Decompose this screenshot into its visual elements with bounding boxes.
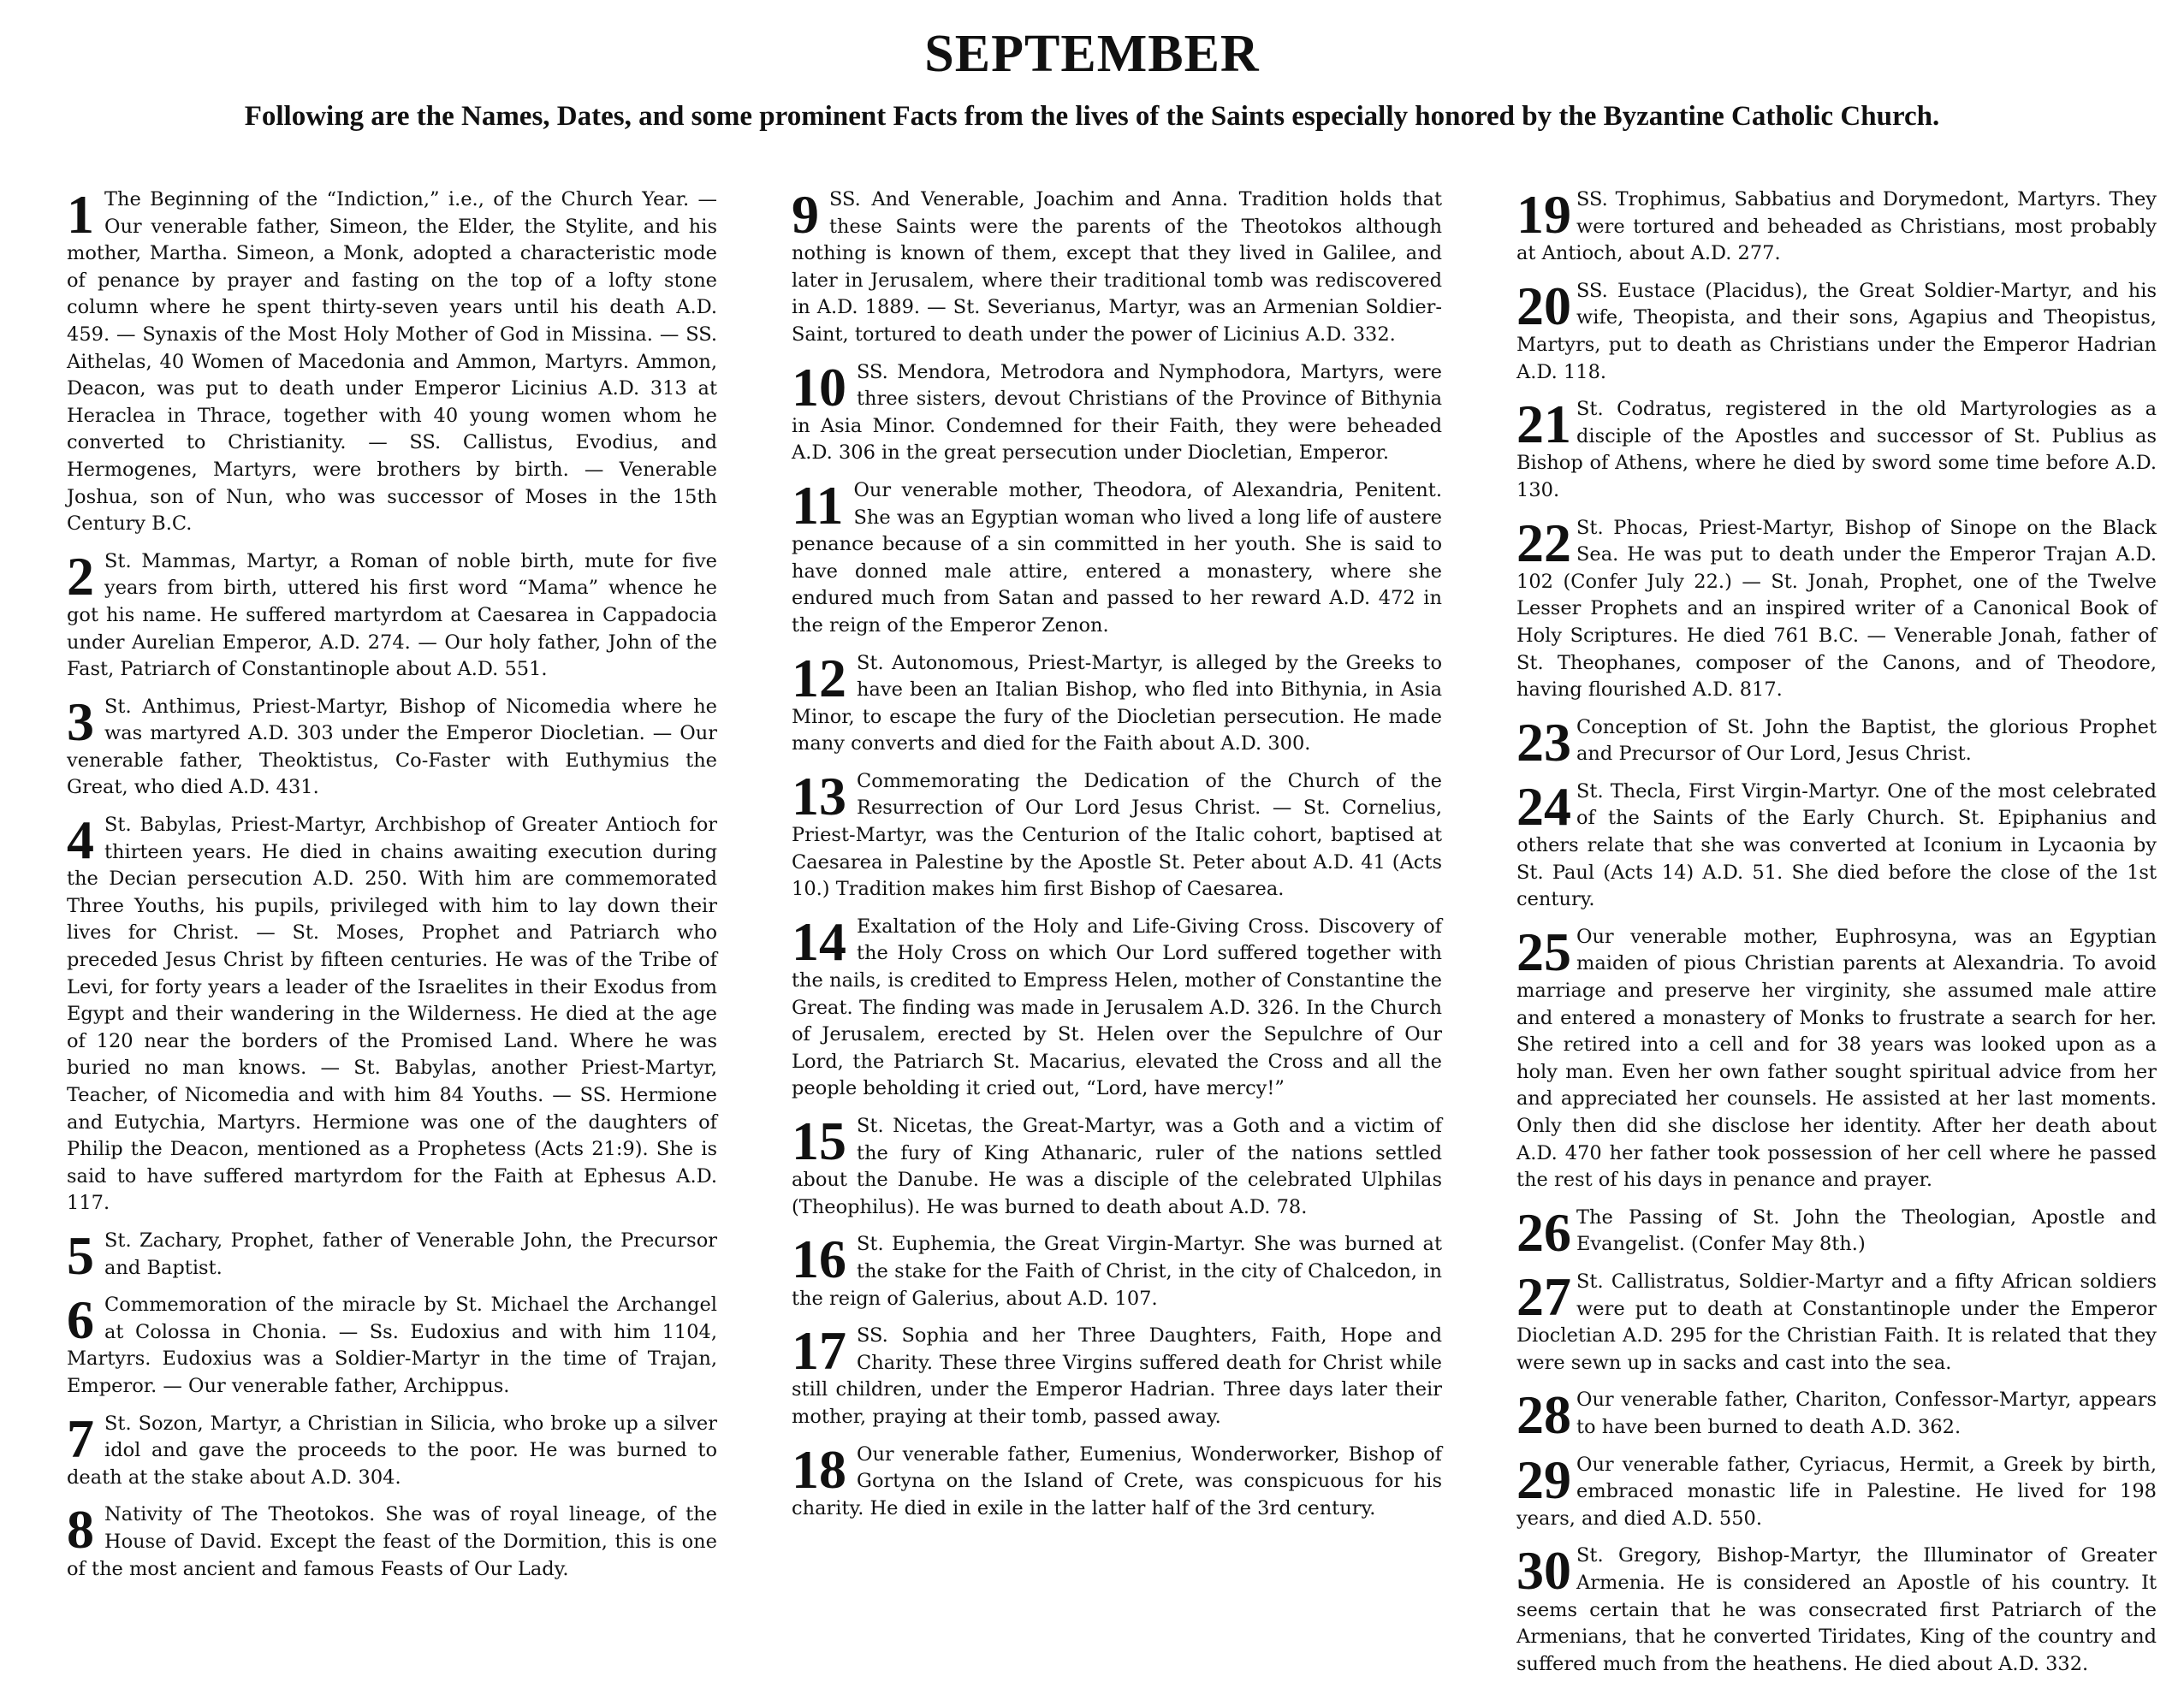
entry-text: Exaltation of the Holy and Life-Giving Cross. Discovery of the Holy Cross on which Our Lord suffered together with the nails, is credited to Empress Helen, mother of Constantine the Great. The finding was made in Jerusalem A.D. 326. In the Church of Jerusalem, erected by St. Helen over the Sepulchre of Our Lord, the Patriarch St. Macarius, elevated the Cross and all the people beholding it cried out, “Lord, have mercy!” bbox=[792, 915, 1442, 1100]
entry-day-28 bbox=[1516, 1384, 2157, 1446]
entry-text: St. Gregory, Bishop-Martyr, the Illuminator of Greater Armenia. He is considered an Apostle of his country. It seems certain that he was consecrated first Patriarch of the Armenians, that he converted Tiridates, King of the country and suffered much from the heathens. He died about A.D. 332. bbox=[1516, 1544, 2157, 1675]
entry-text: St. Callistratus, Soldier-Martyr and a fifty African soldiers were put to death at Constantinople under the Emperor Diocletian A.D. 295 for the Christian Faith. It is related that they were sewn up in sacks and cast into the sea. bbox=[1516, 1270, 2157, 1374]
entry-day-13 bbox=[792, 765, 1442, 903]
entry-day-23 bbox=[1516, 711, 2157, 773]
entry-text: St. Babylas, Priest-Martyr, Archbishop of Greater Antioch for thirteen years. He died in chains awaiting execution during the Decian persecution A.D. 250. With him are commemorated Three Youths, his pupils, privileged with him to lay down their lives for Christ. — St. Moses, Prophet and Patriarch who preceded Jesus Christ by fifteen centuries. He was of the Tribe of Levi, for forty years a leader of the Israelites in their Exodus from Egypt and their wandering in the Wilderness. He died at the age of 120 near the borders of the Promised Land. Where he was buried no man knows. — St. Babylas, another Priest-Martyr, Teacher, of Nicomedia and with him 84 Youths. — SS. Hermione and Eutychia, Martyrs. Hermione was one of the daughters of Philip the Deacon, mentioned as a Prophetess (Acts 21:9). She is said to have suffered martyrdom for the Faith at Ephesus A.D. 117. bbox=[67, 814, 717, 1215]
day-number: 25 bbox=[1516, 921, 1571, 982]
day-number: 21 bbox=[1516, 394, 1571, 455]
entry-text: Our venerable mother, Euphrosyna, was an Egyptian maiden of pious Christian parents at Alexandria. To avoid marriage and preserve her virginity, she assumed male attire and entered a monastery of Monks to frustrate a search for her. She retired into a cell and for 38 years was looked upon as a holy man. Even her own father sought spiritual advice from her and appreciated her counsels. He assisted at her last moments. Only then did she disclose her identity. After her death about A.D. 470 her father took possession of her cell where he passed the rest of his days in penance and prayer. bbox=[1516, 925, 2157, 1192]
day-number: 13 bbox=[792, 765, 846, 826]
page-title: SEPTEMBER bbox=[924, 25, 1260, 83]
day-number: 12 bbox=[792, 647, 846, 708]
entry-day-27 bbox=[1516, 1265, 2157, 1377]
entry-day-11 bbox=[792, 474, 1442, 640]
entry-day-14 bbox=[792, 910, 1442, 1103]
entry-text: Commemoration of the miracle by St. Michael the Archangel at Colossa in Chonia. — Ss. Eudoxius and with him 1104, Martyrs. Eudoxius was a Soldier-Martyr in the time of Trajan, Emperor. — Our venerable father, Archippus. bbox=[67, 1294, 717, 1397]
entry-text: SS. Sophia and her Three Daughters, Faith, Hope and Charity. These three Virgins suffered death for Christ while still children, under the Emperor Hadrian. Three days later their mother, praying at their tomb, passed away. bbox=[792, 1324, 1442, 1428]
column-2 bbox=[792, 184, 1442, 1532]
entry-text: St. Anthimus, Priest-Martyr, Bishop of Nicomedia where he was martyred A.D. 303 under the Emperor Diocletian. — Our venerable father, Theoktistus, Co-Faster with Euthymius the Great, who died A.D. 431. bbox=[67, 695, 717, 799]
entry-text: St. Sozon, Martyr, a Christian in Silicia, who broke up a silver idol and gave the proceeds to the poor. He was burned to death at the stake about A.D. 304. bbox=[67, 1412, 717, 1489]
entry-text: SS. Mendora, Metrodora and Nymphodora, Martyrs, were three sisters, devout Christians of the Province of Bithynia in Asia Minor. Condemned for their Faith, they were beheaded A.D. 306 in the great persecution under Diocletian, Emperor. bbox=[792, 360, 1442, 465]
day-number: 16 bbox=[792, 1229, 846, 1290]
entry-text: Nativity of The Theotokos. She was of royal lineage, of the House of David. Except the feast of the Dormition, this is one of the most ancient and famous Feasts of Our Lady. bbox=[67, 1503, 717, 1580]
day-number: 20 bbox=[1516, 275, 1571, 336]
day-number: 23 bbox=[1516, 711, 1571, 773]
day-number: 1 bbox=[67, 184, 94, 245]
page-subtitle: Following are the Names, Dates, and some prominent Facts from the lives of the Saints especially honored by the Byzantine Catholic Church. bbox=[244, 101, 1940, 132]
entry-day-24 bbox=[1516, 775, 2157, 914]
entry-day-6 bbox=[67, 1289, 717, 1400]
day-number: 19 bbox=[1516, 184, 1571, 245]
entry-day-1 bbox=[67, 184, 717, 538]
entry-text: The Passing of St. John the Theologian, Apostle and Evangelist. (Confer May 8th.) bbox=[1576, 1205, 2157, 1256]
entry-day-25 bbox=[1516, 921, 2157, 1194]
day-number: 30 bbox=[1516, 1540, 1571, 1602]
day-number: 2 bbox=[67, 545, 94, 607]
entry-text: Our venerable father, Eumenius, Wonderworker, Bishop of Gortyna on the Island of Crete, was conspicuous for his charity. He died in exile in the latter half of the 3rd century. bbox=[792, 1442, 1442, 1519]
entry-day-7 bbox=[67, 1407, 717, 1492]
day-number: 9 bbox=[792, 184, 819, 245]
day-number: 11 bbox=[792, 474, 844, 536]
entry-day-5 bbox=[67, 1224, 717, 1286]
entry-day-3 bbox=[67, 690, 717, 802]
day-number: 18 bbox=[792, 1438, 846, 1500]
entry-text: St. Phocas, Priest-Martyr, Bishop of Sinope on the Black Sea. He was put to death under the Emperor Trajan A.D. 102 (Confer July 22.) — St. Jonah, Prophet, one of the Twelve Lesser Prophets and an inspired writer of a Canonical Book of Holy Scriptures. He died 761 B.C. — Venerable Jonah, father of St. Theophanes, composer of the Canons, and of Theodore, having flourished A.D. 817. bbox=[1516, 516, 2157, 702]
entry-text: St. Mammas, Martyr, a Roman of noble birth, mute for five years from birth, uttered his first word “Mama” whence he got his name. He suffered martyrdom at Caesarea in Cappadocia under Aurelian Emperor, A.D. 274. — Our holy father, John of the Fast, Patriarch of Constantinople about A.D. 551. bbox=[67, 549, 717, 681]
column-3 bbox=[1516, 184, 2157, 1688]
entry-text: St. Euphemia, the Great Virgin-Martyr. She was burned at the stake for the Faith of Christ, in the city of Chalcedon, in the reign of Galerius, about A.D. 107. bbox=[792, 1233, 1442, 1310]
column-1 bbox=[67, 184, 717, 1593]
entry-day-2 bbox=[67, 545, 717, 684]
day-number: 8 bbox=[67, 1499, 94, 1561]
entry-text: SS. Eustace (Placidus), the Great Soldier-Martyr, and his wife, Theopista, and their sons, Agapius and Theopistus, Martyrs, put to death as Christians under the Emperor Hadrian A.D. 118. bbox=[1516, 279, 2157, 383]
day-number: 26 bbox=[1516, 1201, 1571, 1263]
day-number: 22 bbox=[1516, 512, 1571, 573]
entry-text: Our venerable father, Cyriacus, Hermit, a Greek by birth, embraced monastic life in Palestine. He lived for 198 years, and died A.D. 550. bbox=[1516, 1453, 2157, 1530]
entry-day-29 bbox=[1516, 1448, 2157, 1533]
day-number: 15 bbox=[792, 1111, 846, 1171]
entry-day-22 bbox=[1516, 512, 2157, 704]
entry-text: Conception of St. John the Baptist, the glorious Prophet and Precursor of Our Lord, Jesus Christ. bbox=[1576, 715, 2157, 766]
entry-text: Our venerable mother, Theodora, of Alexandria, Penitent. She was an Egyptian woman who lived a long life of austere penance because of a sin committed in her youth. She is said to have donned male attire, entered a monastery, where she endured much from Satan and passed to her reward A.D. 472 in the reign of the Emperor Zenon. bbox=[792, 478, 1442, 637]
day-number: 28 bbox=[1516, 1384, 1571, 1446]
entry-day-10 bbox=[792, 356, 1442, 467]
entry-text: Commemorating the Dedication of the Church of the Resurrection of Our Lord Jesus Christ. — St. Cornelius, Priest-Martyr, was the Centurion of the Italic cohort, baptised at Caesarea in Palestine by the Apostle St. Peter about A.D. 41 (Acts 10.) Tradition makes him first Bishop of Caesarea. bbox=[792, 769, 1442, 901]
entry-text: The Beginning of the “Indiction,” i.e., of the Church Year. — Our venerable father, Simeon, the Elder, the Stylite, and his mother, Martha. Simeon, a Monk, adopted a characteristic mode of penance by prayer and fasting on the top of a lofty stone column where he spent thirty-seven years until his death A.D. 459. — Synaxis of the Most Holy Mother of God in Missina. — SS. Aithelas, 40 Women of Macedonia and Ammon, Martyrs. Ammon, Deacon, was put to death under Emperor Licinius A.D. 313 at Heraclea in Thrace, together with 40 young women whom he converted to Christianity. — SS. Callistus, Evodius, and Hermogenes, Martyrs, were brothers by birth. — Venerable Joshua, son of Nun, who was successor of Moses in the 15th Century B.C. bbox=[67, 188, 717, 536]
entry-day-4 bbox=[67, 809, 717, 1217]
entry-text: St. Thecla, First Virgin-Martyr. One of the most celebrated of the Saints of the Early Church. St. Epiphanius and others relate that she was converted at Iconium in Lycaonia by St. Paul (Acts 14) A.D. 51. She died before the close of the 1st century. bbox=[1516, 779, 2157, 911]
entry-day-21 bbox=[1516, 396, 2157, 504]
entry-day-20 bbox=[1516, 275, 2157, 386]
entry-text: St. Nicetas, the Great-Martyr, was a Goth and a victim of the fury of King Athanaric, ruler of the nations settled about the Danube. He was a disciple of the celebrated Ulphilas (Theophilus). He was burned to death about A.D. 78. bbox=[792, 1115, 1442, 1218]
day-number: 14 bbox=[792, 910, 846, 972]
entry-text: SS. Trophimus, Sabbatius and Dorymedont, Martyrs. They were tortured and beheaded as Christians, most probably at Antioch, about A.D. 277. bbox=[1516, 188, 2157, 265]
entry-text: SS. And Venerable, Joachim and Anna. Tradition holds that these Saints were the parents of the Theotokos although nothing is known of them, except that they lived in Galilee, and later in Jerusalem, where their traditional tomb was rediscovered in A.D. 1889. — St. Severianus, Martyr, was an Armenian Soldier-Saint, tortured to death under the power of Licinius A.D. 332. bbox=[792, 188, 1442, 346]
entry-day-19 bbox=[1516, 184, 2157, 268]
entry-day-26 bbox=[1516, 1201, 2157, 1263]
day-number: 17 bbox=[792, 1320, 846, 1382]
entry-day-17 bbox=[792, 1320, 1442, 1430]
day-number: 29 bbox=[1516, 1448, 1571, 1510]
day-number: 6 bbox=[67, 1289, 94, 1351]
entry-day-15 bbox=[792, 1113, 1442, 1221]
day-number: 27 bbox=[1516, 1265, 1571, 1327]
entry-day-12 bbox=[792, 647, 1442, 758]
day-number: 4 bbox=[67, 809, 94, 871]
entry-text: St. Autonomous, Priest-Martyr, is alleged by the Greeks to have been an Italian Bishop, who fled into Bithynia, in Asia Minor, to escape the fury of the Diocletian persecution. He made many converts and died for the Faith about A.D. 300. bbox=[792, 651, 1442, 755]
day-number: 24 bbox=[1516, 775, 1571, 837]
entry-day-18 bbox=[792, 1438, 1442, 1523]
entry-text: St. Zachary, Prophet, father of Venerable John, the Precursor and Baptist. bbox=[104, 1229, 717, 1279]
entry-day-30 bbox=[1516, 1540, 2157, 1678]
day-number: 7 bbox=[67, 1407, 94, 1469]
day-number: 10 bbox=[792, 356, 846, 418]
entry-text: Our venerable father, Chariton, Confessor-Martyr, appears to have been burned to death A.D. 362. bbox=[1576, 1389, 2157, 1438]
entry-day-16 bbox=[792, 1231, 1442, 1312]
entry-day-9 bbox=[792, 184, 1442, 349]
day-number: 3 bbox=[67, 690, 94, 752]
day-number: 5 bbox=[67, 1224, 94, 1286]
entry-day-8 bbox=[67, 1499, 717, 1583]
entry-text: St. Codratus, registered in the old Martyrologies as a disciple of the Apostles and successor of St. Publius as Bishop of Athens, where he died by sword some time before A.D. 130. bbox=[1516, 398, 2157, 501]
